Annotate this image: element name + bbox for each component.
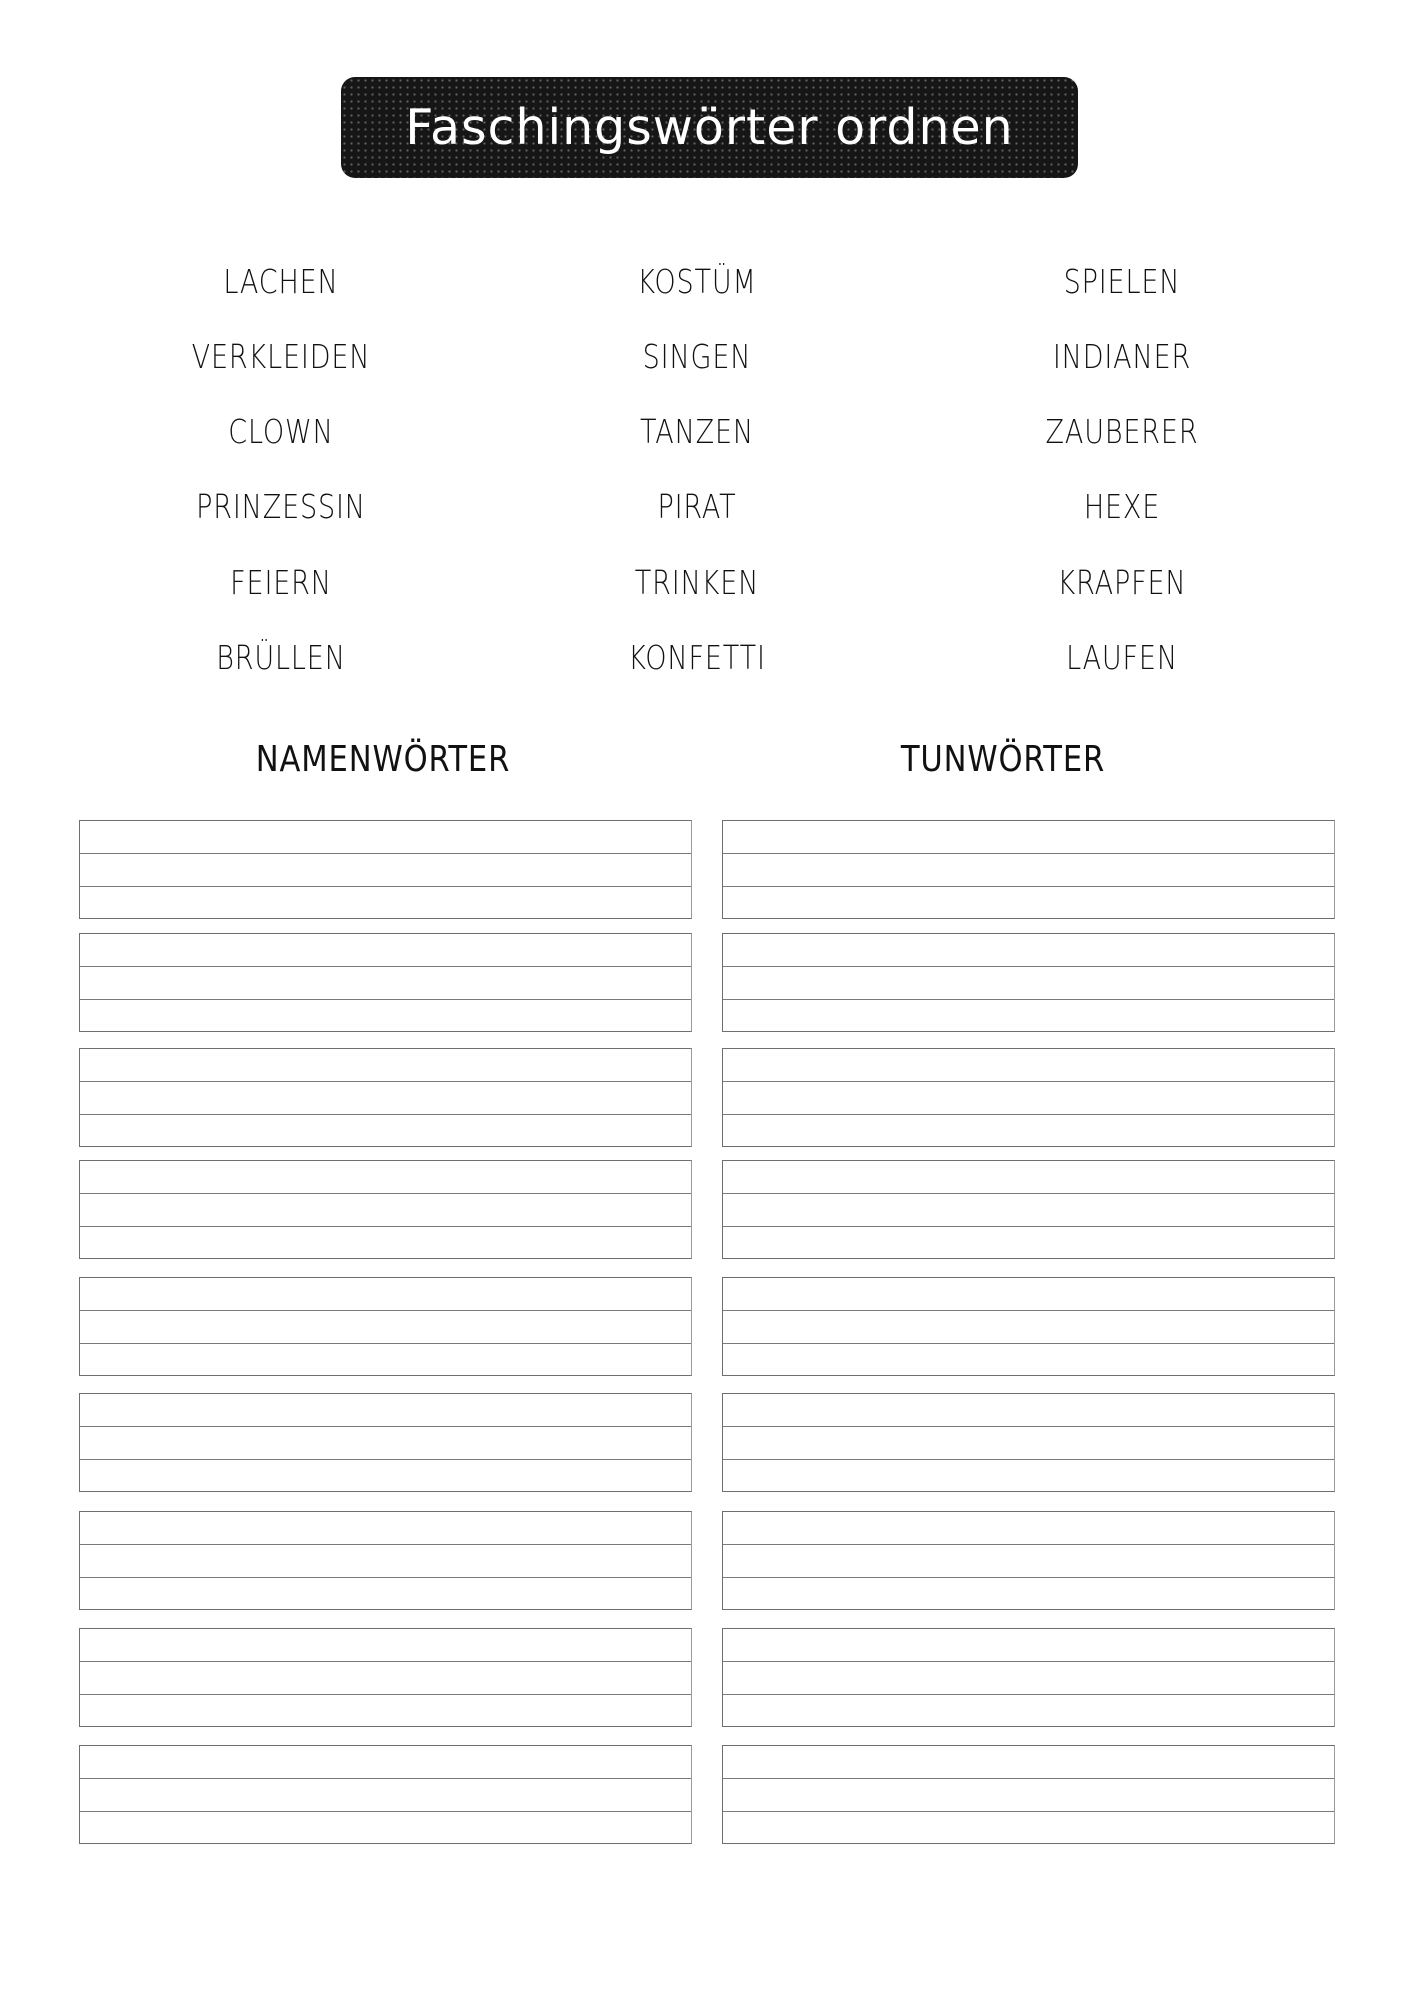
namenwoerter-writing-box[interactable]: [79, 1160, 692, 1259]
word-item: KRAPFEN: [1057, 563, 1187, 602]
word-item: PRINZESSIN: [196, 487, 366, 526]
tunwoerter-writing-box[interactable]: [722, 1277, 1335, 1376]
category-heading-tunwoerter: TUNWÖRTER: [900, 739, 1106, 780]
namenwoerter-writing-box[interactable]: [79, 1277, 692, 1376]
page-title: Faschingswörter ordnen: [405, 99, 1014, 156]
tunwoerter-writing-box[interactable]: [722, 1393, 1335, 1492]
word-item: TRINKEN: [634, 563, 760, 602]
namenwoerter-writing-box[interactable]: [79, 933, 692, 1032]
word-item: PIRAT: [657, 487, 737, 526]
tunwoerter-writing-box[interactable]: [722, 820, 1335, 919]
word-item: SINGEN: [642, 337, 752, 376]
namenwoerter-writing-box[interactable]: [79, 1745, 692, 1844]
word-item: LAUFEN: [1066, 638, 1178, 677]
word-item: LACHEN: [223, 262, 339, 301]
word-item: HEXE: [1083, 487, 1161, 526]
tunwoerter-writing-box[interactable]: [722, 1745, 1335, 1844]
namenwoerter-writing-box[interactable]: [79, 1048, 692, 1147]
namenwoerter-writing-box[interactable]: [79, 820, 692, 919]
namenwoerter-writing-box[interactable]: [79, 1628, 692, 1727]
tunwoerter-writing-box[interactable]: [722, 933, 1335, 1032]
tunwoerter-writing-box[interactable]: [722, 1160, 1335, 1259]
word-item: TANZEN: [640, 412, 754, 451]
word-item: KOSTÜM: [637, 262, 757, 301]
word-item: CLOWN: [228, 412, 334, 451]
word-item: FEIERN: [230, 563, 332, 602]
word-item: ZAUBERER: [1045, 412, 1199, 451]
word-item: KONFETTI: [628, 638, 766, 677]
tunwoerter-writing-box[interactable]: [722, 1511, 1335, 1610]
tunwoerter-writing-box[interactable]: [722, 1628, 1335, 1727]
title-banner: [341, 77, 1078, 178]
tunwoerter-writing-box[interactable]: [722, 1048, 1335, 1147]
word-item: SPIELEN: [1063, 262, 1181, 301]
category-heading-namenwoerter: NAMENWÖRTER: [255, 739, 511, 780]
namenwoerter-writing-box[interactable]: [79, 1393, 692, 1492]
word-item: INDIANER: [1052, 337, 1192, 376]
word-item: BRÜLLEN: [216, 638, 346, 677]
word-item: VERKLEIDEN: [191, 337, 371, 376]
namenwoerter-writing-box[interactable]: [79, 1511, 692, 1610]
